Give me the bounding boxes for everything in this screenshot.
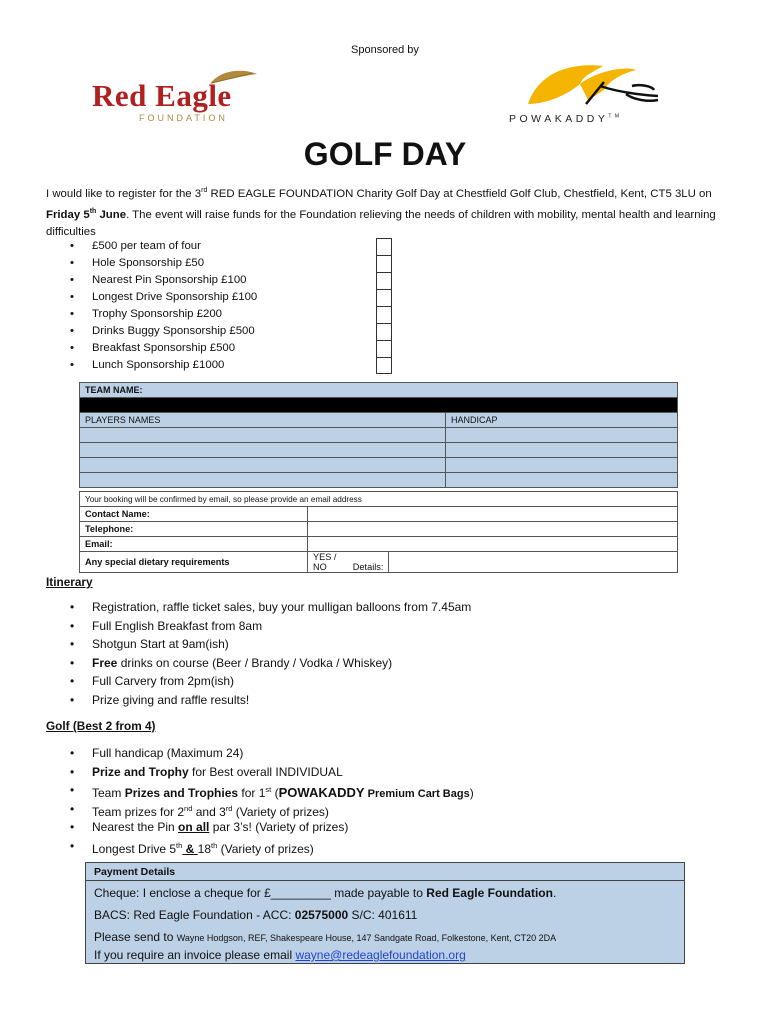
powakaddy-logo-text: [509, 113, 623, 125]
payment-title: Payment Details: [94, 866, 176, 878]
list-item: • Hole Sponsorship £50: [70, 255, 257, 272]
golf-text: Nearest the Pin: [92, 820, 179, 834]
list-item: [70, 818, 474, 837]
team-table: [79, 382, 678, 488]
send-text: Please send to: [94, 930, 177, 944]
golf-bold: &: [182, 841, 198, 856]
list-item: [70, 598, 471, 617]
itinerary-text: drinks on course (Beer / Brandy / Vodka / Whiskey): [117, 655, 393, 670]
golf-bold: Prizes and Trophies: [124, 786, 239, 800]
golf-text: (Variety of prizes): [232, 804, 329, 819]
cheque-amount-blank[interactable]: _________: [270, 886, 331, 900]
cheque-text: Cheque: I enclose a cheque for £: [94, 886, 271, 900]
checkbox[interactable]: [376, 255, 392, 272]
golf-text: Team: [92, 786, 125, 800]
player-name-cell[interactable]: [80, 473, 446, 488]
list-item: [70, 763, 474, 782]
players-header: PLAYERS NAMES: [80, 413, 446, 428]
bacs-line: [94, 908, 417, 922]
payment-details-box: [85, 862, 685, 964]
golf-text: (Variety of prizes): [217, 841, 314, 856]
golf-text: 18: [197, 841, 212, 856]
golf-text: par 3’s! (Variety of prizes): [209, 820, 349, 834]
list-item: • Longest Drive Sponsorship £100: [70, 289, 257, 306]
powakaddy-name: POWAKADDY: [509, 113, 609, 125]
golf-bold: on all: [178, 820, 210, 834]
send-line: [94, 930, 556, 944]
golf-text: Longest Drive 5: [92, 841, 177, 856]
list-item: [70, 837, 474, 856]
dietary-details-input[interactable]: [389, 552, 678, 573]
telephone-label: Telephone:: [80, 522, 308, 537]
email-label: Email:: [80, 537, 308, 552]
intro-date-sup: th: [89, 207, 97, 215]
sponsored-by-text: Sponsored by: [351, 44, 419, 56]
itinerary-list: [70, 598, 471, 709]
intro-text-3: . The event will raise funds for the Foundation relieving the needs of children with mobility, mental health and learning difficulties: [46, 208, 716, 238]
sponsorship-checkboxes: [376, 238, 392, 374]
cheque-text: made payable to: [330, 886, 427, 900]
itinerary-text: Prize giving and raffle results!: [92, 692, 250, 707]
powakaddy-inline-brand: POWAKADDY: [278, 785, 365, 800]
dietary-yes-no[interactable]: [308, 552, 389, 573]
checkbox[interactable]: [376, 306, 392, 323]
itinerary-heading: Itinerary: [46, 575, 93, 589]
list-item: • Drinks Buggy Sponsorship £500: [70, 323, 257, 340]
bacs-text: BACS: Red Eagle Foundation - ACC:: [94, 908, 295, 922]
golf-bold: Prize and Trophy: [92, 764, 189, 779]
itinerary-text: Full Carvery from 2pm(ish): [92, 674, 235, 688]
list-item: [70, 654, 471, 673]
telephone-input[interactable]: [308, 522, 678, 537]
player-name-cell[interactable]: [80, 428, 446, 443]
golf-text: for 1: [238, 786, 266, 800]
golf-list: [70, 744, 474, 855]
team-name-label[interactable]: TEAM NAME:: [80, 383, 678, 398]
handicap-cell[interactable]: [446, 473, 678, 488]
yes-no-text: YES / NO: [313, 552, 337, 572]
contact-table: [79, 491, 678, 573]
cheque-line: [94, 886, 556, 900]
checkbox[interactable]: [376, 272, 392, 289]
team-name-input[interactable]: [80, 398, 678, 413]
list-item: • £500 per team of four: [70, 238, 257, 255]
list-item: [70, 781, 474, 800]
checkbox[interactable]: [376, 238, 392, 255]
bacs-sort-code: S/C: 401611: [348, 908, 418, 922]
itinerary-text: Registration, raffle ticket sales, buy your mulligan balloons from 7.45am: [92, 600, 472, 614]
itinerary-text: Shotgun Start at 9am(ish): [92, 637, 229, 651]
checkbox[interactable]: [376, 289, 392, 306]
bacs-account: 02575000: [294, 908, 349, 922]
intro-text-1: I would like to register for the 3: [46, 187, 202, 200]
list-item: [70, 744, 474, 763]
list-item: • Lunch Sponsorship £1000: [70, 357, 257, 374]
player-name-cell[interactable]: [80, 443, 446, 458]
send-address: Wayne Hodgson, REF, Shakespeare House, 147 Sandgate Road, Folkestone, Kent, CT20 2DA: [176, 933, 557, 943]
list-item: [70, 635, 471, 654]
intro-sup-rd: rd: [201, 187, 208, 194]
payment-divider: [86, 880, 684, 881]
list-item: • Nearest Pin Sponsorship £100: [70, 272, 257, 289]
invoice-email-link[interactable]: wayne@redeaglefoundation.org: [295, 948, 466, 962]
golf-text: (: [271, 786, 279, 800]
golf-text: ): [469, 786, 474, 800]
details-label: Details:: [352, 562, 384, 572]
red-eagle-logo-text: Red Eagle: [92, 78, 232, 113]
intro-paragraph: [46, 182, 736, 241]
golf-sup: nd: [184, 803, 193, 813]
contact-name-label: Contact Name:: [80, 507, 308, 522]
golf-text: for Best overall INDIVIDUAL: [188, 764, 343, 779]
invoice-line: [94, 948, 466, 962]
checkbox[interactable]: [376, 340, 392, 357]
invoice-text: If you require an invoice please email: [94, 948, 296, 962]
golf-sup: st: [265, 785, 272, 794]
golf-text: Full handicap (Maximum 24): [92, 746, 244, 760]
booking-note: Your booking will be confirmed by email, so please provide an email address: [80, 492, 678, 507]
list-item: • Trophy Sponsorship £200: [70, 306, 257, 323]
itinerary-bold: Free: [92, 655, 118, 670]
golf-sup: th: [211, 840, 218, 850]
handicap-cell[interactable]: [446, 428, 678, 443]
intro-date: Friday 5: [46, 208, 90, 221]
email-input[interactable]: [308, 537, 678, 552]
list-item: [70, 800, 474, 819]
dietary-label: Any special dietary requirements: [80, 552, 308, 573]
contact-name-input[interactable]: [308, 507, 678, 522]
handicap-cell[interactable]: [446, 443, 678, 458]
page-title: GOLF DAY: [303, 136, 467, 172]
cheque-text: .: [552, 886, 557, 900]
golf-sup: rd: [225, 803, 233, 813]
sponsorship-list: [70, 238, 257, 374]
handicap-cell[interactable]: [446, 458, 678, 473]
golf-bold: Premium Cart Bags: [364, 788, 470, 800]
intro-date-month: June: [96, 208, 127, 221]
powakaddy-tm: TM: [608, 113, 623, 120]
player-name-cell[interactable]: [80, 458, 446, 473]
list-item: • Breakfast Sponsorship £500: [70, 340, 257, 357]
intro-text-2: RED EAGLE FOUNDATION Charity Golf Day at Chestfield Golf Club, Chestfield, Kent, CT5 3LU on: [207, 187, 712, 200]
golf-text: and 3: [192, 804, 226, 819]
handicap-header: HANDICAP: [446, 413, 678, 428]
golf-heading: Golf (Best 2 from 4): [46, 719, 156, 733]
checkbox[interactable]: [376, 357, 392, 374]
checkbox[interactable]: [376, 323, 392, 340]
cheque-payee: Red Eagle Foundation: [426, 886, 553, 900]
golf-text: Team prizes for 2: [92, 804, 185, 819]
list-item: [70, 691, 471, 710]
list-item: [70, 617, 471, 636]
red-eagle-foundation-text: FOUNDATION: [139, 113, 228, 123]
list-item: [70, 672, 471, 691]
itinerary-text: Full English Breakfast from 8am: [92, 618, 263, 633]
golf-sup: th: [176, 840, 183, 850]
